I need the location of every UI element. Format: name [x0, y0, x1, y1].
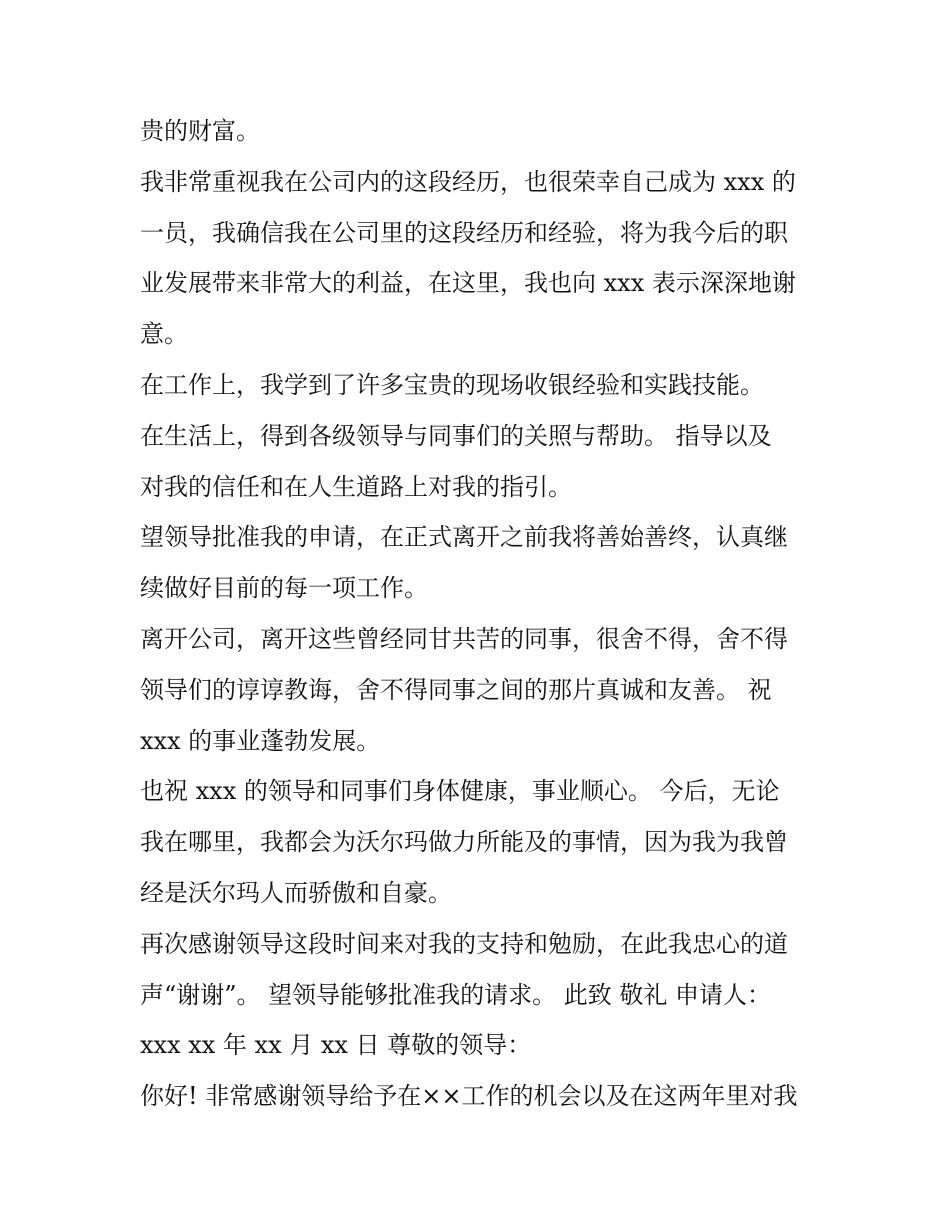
text-line: 续做好目前的每一项工作。: [140, 574, 428, 603]
text-line: 我非常重视我在公司内的这段经历，也很荣幸自己成为 xxx 的: [140, 167, 796, 196]
text-line: 一员，我确信我在公司里的这段经历和经验，将为我今后的职: [140, 218, 788, 247]
text-line: 贵的财富。: [140, 117, 260, 145]
text-line: 意。: [140, 320, 188, 349]
text-line: 再次感谢领导这段时间来对我的支持和勉励，在此我忠心的道: [140, 929, 788, 958]
text-line: 也祝 xxx 的领导和同事们身体健康，事业顺心。 今后，无论: [140, 777, 780, 806]
text-line: 业发展带来非常大的利益，在这里，我也向 xxx 表示深深地谢: [140, 269, 796, 298]
text-line: 你好! 非常感谢领导给予在××工作的机会以及在这两年里对我: [140, 1082, 798, 1111]
text-line: 在工作上，我学到了许多宝贵的现场收银经验和实践技能。: [140, 370, 764, 399]
text-line: 我在哪里，我都会为沃尔玛做力所能及的事情，因为我为我曾: [140, 828, 788, 857]
text-line: 在生活上，得到各级领导与同事们的关照与帮助。 指导以及: [140, 421, 772, 450]
text-line: 经是沃尔玛人而骄傲和自豪。: [140, 878, 452, 907]
text-line: 望领导批准我的申请，在正式离开之前我将善始善终，认真继: [140, 523, 788, 552]
text-line: 声“谢谢”。 望领导能够批准我的请求。 此致 敬礼 申请人：: [140, 980, 772, 1009]
text-line: 离开公司，离开这些曾经同甘共苦的同事，很舍不得，舍不得: [140, 624, 788, 653]
document-body: [140, 106, 820, 1122]
text-line: xxx 的事业蓬勃发展。: [140, 726, 381, 755]
text-line: xxx xx 年 xx 月 xx 日 尊敬的领导：: [140, 1031, 532, 1060]
text-line: 领导们的谆谆教诲，舍不得同事之间的那片真诚和友善。 祝: [140, 675, 772, 704]
text-line: 对我的信任和在人生道路上对我的指引。: [140, 472, 572, 501]
